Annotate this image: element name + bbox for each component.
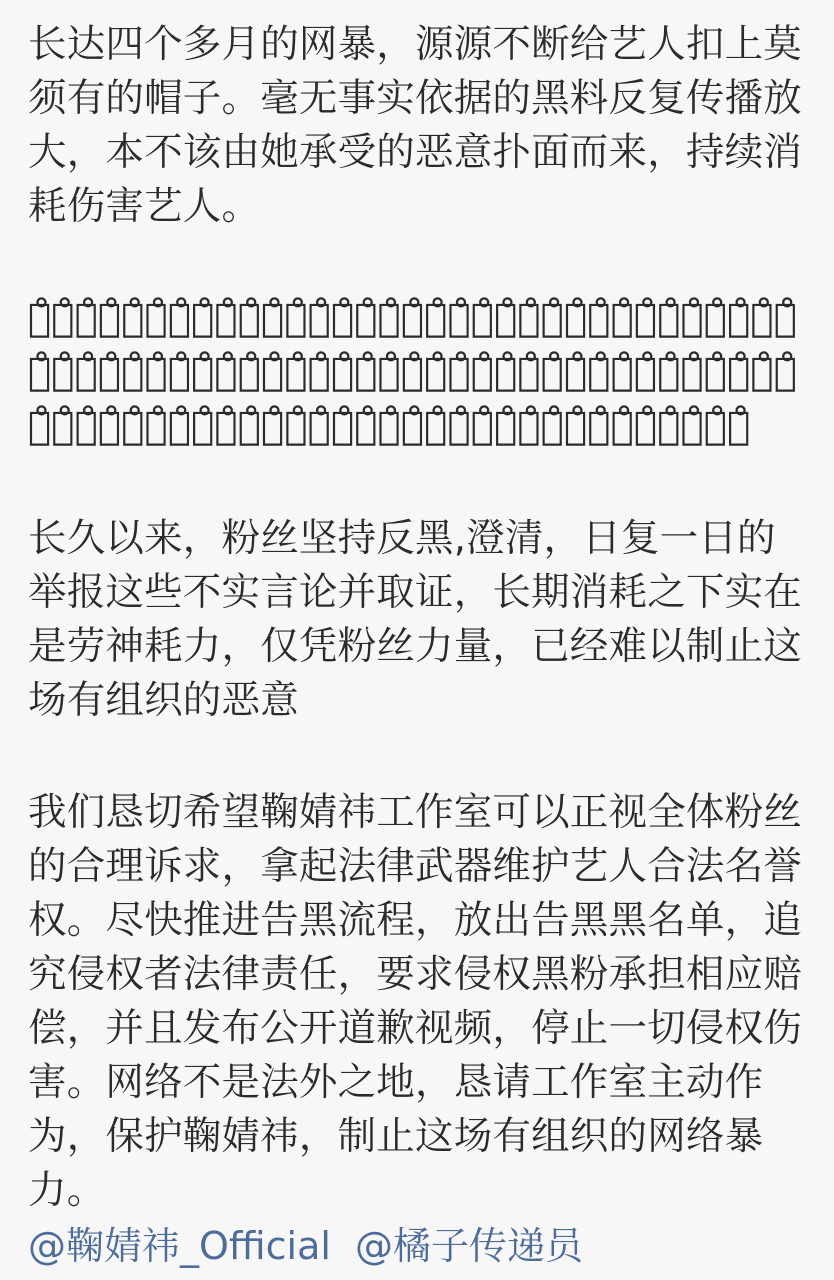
mention-link-official[interactable]: @鞠婧祎_Official [28, 1224, 331, 1268]
post-paragraph-1: 长达四个多月的网暴，源源不断给艺人扣上莫须有的帽子。毫无事实依据的黑料反复传播放大，本不该由她承受的恶意扑面而来，持续消耗伤害艺人。 [28, 22, 803, 229]
mention-link-courier[interactable]: @橘子传递员 [355, 1224, 584, 1268]
post-paragraph-3: 长久以来，粉丝坚持反黑,澄清，日复一日的举报这些不实言论并取证，长期消耗之下实在是劳神耗力，仅凭粉丝力量，已经难以制止这场有组织的恶意 [28, 516, 803, 723]
post-paragraph-2: 黑̊子̊建̊了̊规̊模̊高̊达̊五̊百̊多̊人̊的̊黑̊群̊，̊群̊内̊长̊期̊发̊布̊恶̊意̊黑̊图̊，̊制̊造̊黄̊谣̊，̊诅̊咒̊艺̊人̊的̊言̊论̊。̊它̊们̊还̊实̊施̊开̊盒̊行̊为̊，̊在̊公̊开̊的̊评̊论̊区̊泄̊露̊鞠̊婧̊祎̊粉̊丝̊的̊家̊人̊姓̊名̊，̊将̊攻̊击̊范̊围̊扩̊大̊到̊普̊通̊粉̊丝̊和̊她̊们̊家̊属̊，̊已̊经̊触̊碰̊法̊律̊红̊线̊。̊ [28, 296, 798, 449]
mention-list [28, 1222, 583, 1270]
post-paragraph-4: 我们恳切希望鞠婧祎工作室可以正视全体粉丝的合理诉求，拿起法律武器维护艺人合法名誉权。尽快推进告黑流程，放出告黑黑名单，追究侵权者法律责任，要求侵权黑粉承担相应赔偿，并且发布公开道歉视频，停止一切侵权伤害。网络不是法外之地，恳请工作室主动作为，保护鞠婧祎，制止这场有组织的网络暴力。 [28, 790, 803, 1213]
